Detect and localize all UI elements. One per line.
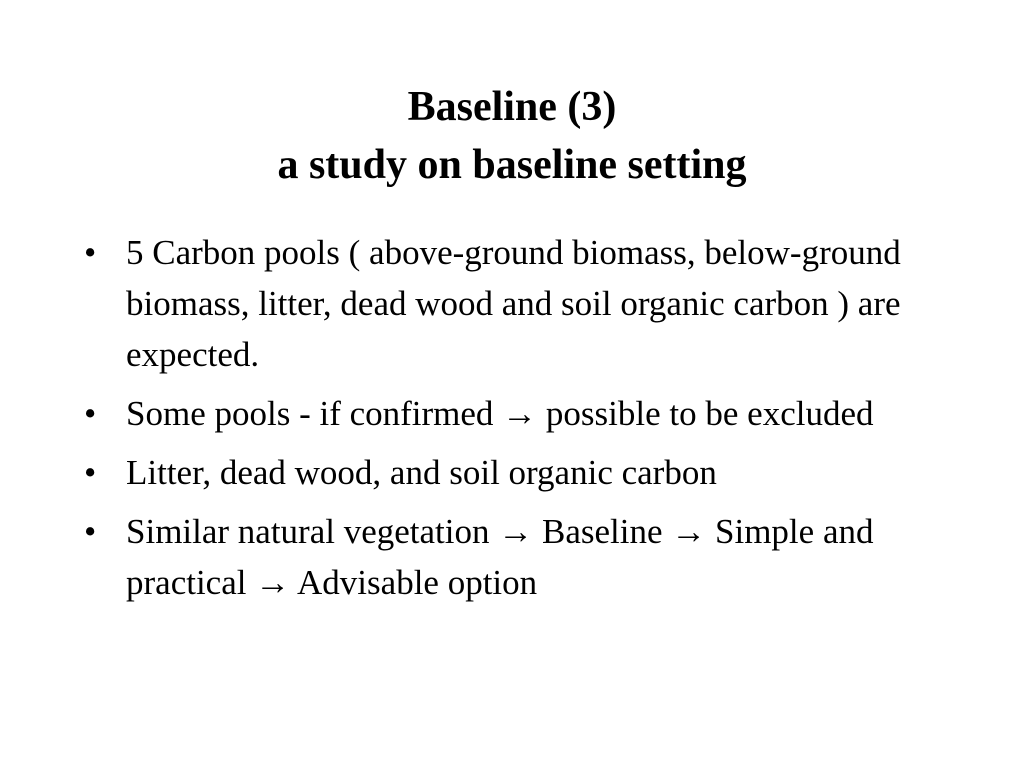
bullet-dot-icon: • [84, 453, 97, 492]
bullet-list [84, 227, 964, 616]
bullet-dot-icon: • [84, 394, 97, 433]
title-line-2: a study on baseline setting [277, 142, 747, 188]
bullet-dot-icon: • [84, 512, 97, 551]
bullet-text: Some pools - if confirmed → possible to be excluded [126, 394, 874, 433]
bullet-text: 5 Carbon pools ( above-ground biomass, below-ground biomass, litter, dead wood and soil organic carbon ) are expected. [126, 233, 901, 374]
bullet-text: Litter, dead wood, and soil organic carbon [126, 453, 717, 492]
bullet-dot-icon: • [84, 233, 97, 272]
slide-title [0, 78, 1024, 194]
bullet-item [84, 506, 964, 608]
bullet-text: Similar natural vegetation → Baseline → Simple and practical → Advisable option [126, 512, 874, 602]
bullet-item [84, 388, 964, 439]
bullet-item [84, 227, 964, 380]
title-line-1: Baseline (3) [407, 84, 617, 130]
bullet-item [84, 447, 964, 498]
